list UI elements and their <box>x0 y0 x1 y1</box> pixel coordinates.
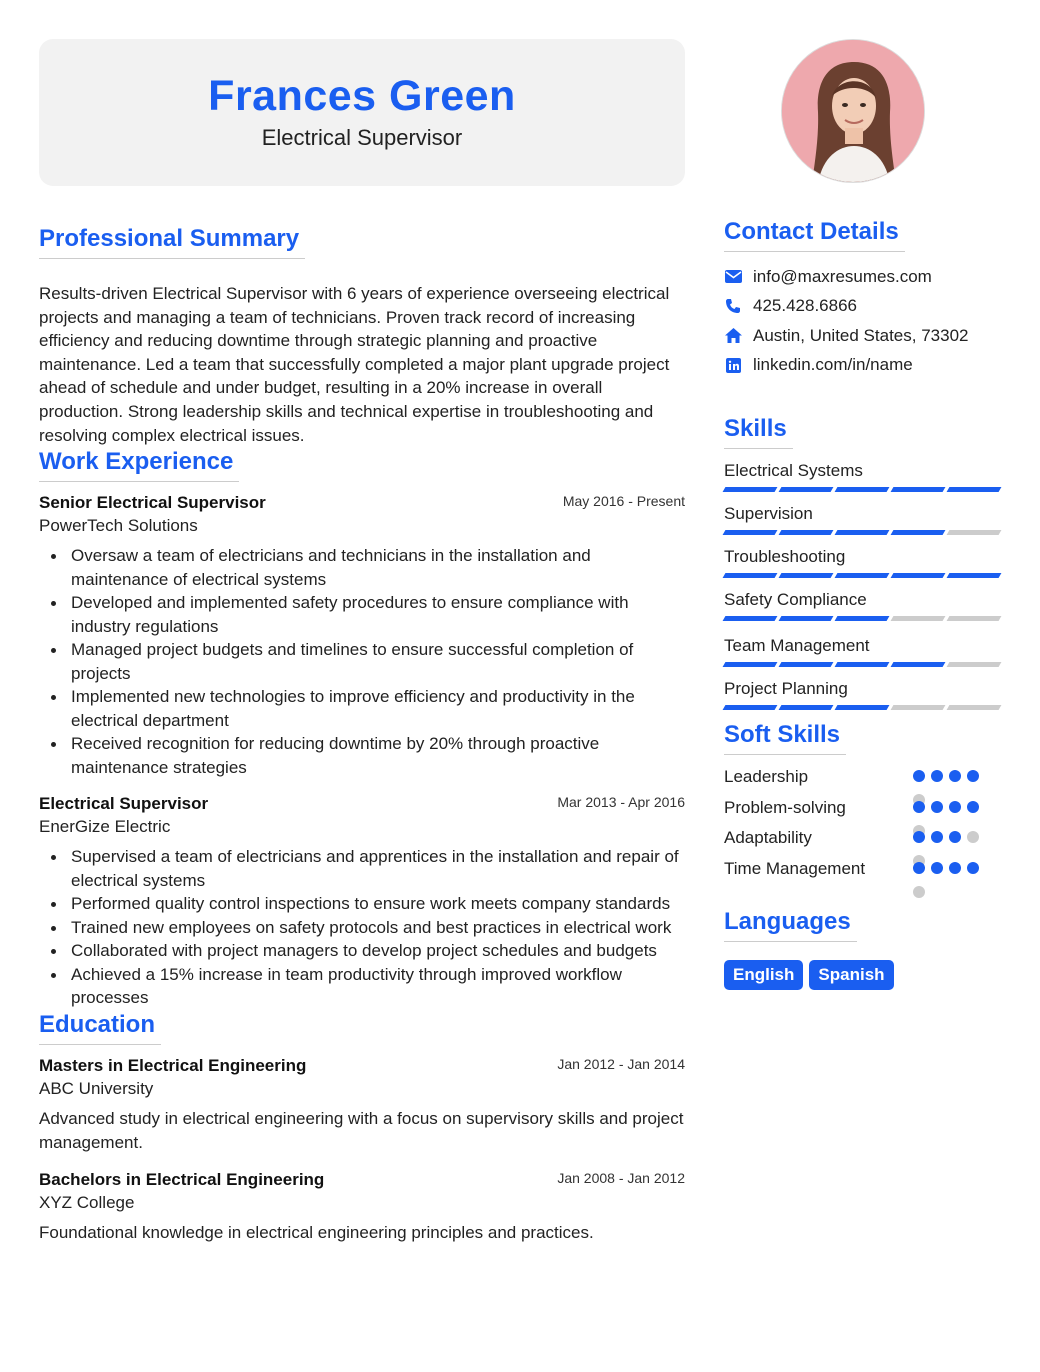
skill-level-segment <box>891 616 946 621</box>
soft-skill-rating-dot <box>967 770 979 782</box>
job-dates: May 2016 - Present <box>562 493 685 510</box>
soft-skill-item <box>724 797 1000 828</box>
skill-level-segment <box>779 705 834 710</box>
skill-level-segment <box>891 530 946 535</box>
job-bullet: Implemented new technologies to improve efficiency and productivity in the electrical department <box>39 685 685 732</box>
skill-level-segment <box>779 573 834 578</box>
skill-level-segment <box>835 616 890 621</box>
skill-label: Safety Compliance <box>724 590 867 609</box>
soft-skill-rating-dot <box>931 801 943 813</box>
skill-level-segment <box>723 530 778 535</box>
soft-skills-list <box>724 766 1000 888</box>
soft-skill-rating-dot <box>913 886 925 898</box>
job-bullet: Supervised a team of electricians and apprentices in the installation and repair of electrical systems <box>39 845 685 892</box>
education-description: Advanced study in electrical engineering with a focus on supervisory skills and project management. <box>39 1108 684 1152</box>
soft-skill-item <box>724 858 1000 889</box>
soft-skill-rating-dot <box>949 831 961 843</box>
skill-level-segment <box>779 662 834 667</box>
skills-list <box>724 460 1000 710</box>
summary-text: Results-driven Electrical Supervisor with 6 years of experience overseeing electrical projects and managing a team of technicians. Proven track record of increasing efficiency and reducing downtime through strategic planning and proactive maintenance. Led a team that successfully completed a major plant upgrade project ahead of schedule and under budget, resulting in a 20% increase in overall production. Strong leadership skills and technical expertise in troubleshooting and resolving complex electrical issues. <box>39 284 670 445</box>
skill-label: Troubleshooting <box>724 547 846 566</box>
soft-skill-rating-dot <box>931 831 943 843</box>
skill-level-segment <box>835 487 890 492</box>
phone-text: 425.428.6866 <box>753 296 857 316</box>
soft-skill-rating-dot <box>913 801 925 813</box>
skill-level-segment <box>947 573 1002 578</box>
language-tag-english: English <box>724 960 803 990</box>
skill-label: Electrical Systems <box>724 461 863 480</box>
job-entry <box>39 492 685 779</box>
skill-level-segment <box>835 662 890 667</box>
skill-label: Project Planning <box>724 679 848 698</box>
skill-level-segment <box>835 530 890 535</box>
job-bullet: Achieved a 15% increase in team productivity through improved workflow processes <box>39 963 685 1010</box>
skill-level-segment <box>835 573 890 578</box>
skill-level-segment <box>779 530 834 535</box>
education-description: Foundational knowledge in electrical engineering principles and practices. <box>39 1222 594 1242</box>
soft-skill-label: Leadership <box>724 767 809 786</box>
profile-photo <box>781 39 925 183</box>
skill-item <box>724 678 1000 710</box>
skill-level-segment <box>723 487 778 492</box>
soft-skill-rating-dot <box>949 770 961 782</box>
education-entry <box>39 1169 685 1245</box>
education-dates: Jan 2012 - Jan 2014 <box>557 1055 685 1072</box>
soft-skill-rating-dot <box>913 862 925 874</box>
skill-level-bar <box>724 573 1000 578</box>
candidate-title: Electrical Supervisor <box>261 125 463 150</box>
contact-section <box>724 218 1000 380</box>
contact-phone[interactable] <box>724 292 1000 322</box>
email-text: info@maxresumes.com <box>753 266 932 286</box>
location-text: Austin, United States, 73302 <box>753 325 969 345</box>
languages-section <box>724 908 1000 990</box>
skill-level-segment <box>779 616 834 621</box>
soft-skill-rating-dot <box>913 831 925 843</box>
skills-heading: Skills <box>724 415 793 449</box>
experience-heading: Work Experience <box>39 448 239 482</box>
envelope-icon <box>724 268 742 286</box>
job-bullet: Oversaw a team of electricians and technicians in the installation and maintenance of electrical systems <box>39 544 685 591</box>
soft-skill-item <box>724 766 1000 797</box>
job-dates: Mar 2013 - Apr 2016 <box>557 794 685 811</box>
summary-heading: Professional Summary <box>39 225 305 259</box>
job-bullet: Trained new employees on safety protocols and best practices in electrical work <box>39 916 685 940</box>
job-bullets <box>39 544 685 779</box>
soft-skill-rating-dot <box>967 862 979 874</box>
job-bullet: Managed project budgets and timelines to ensure successful completion of projects <box>39 638 685 685</box>
skill-level-segment <box>723 705 778 710</box>
job-title: Senior Electrical Supervisor <box>39 493 266 513</box>
skills-section <box>724 415 1000 710</box>
soft-skill-rating-dot <box>913 770 925 782</box>
skill-item <box>724 546 1000 578</box>
skill-item <box>724 503 1000 535</box>
soft-skills-section <box>724 721 1000 888</box>
soft-skill-rating-dot <box>949 862 961 874</box>
skill-level-segment <box>947 705 1002 710</box>
job-bullet: Developed and implemented safety procedures to ensure compliance with industry regulations <box>39 591 685 638</box>
skill-level-segment <box>835 705 890 710</box>
education-entry <box>39 1055 685 1155</box>
job-company: EnerGize Electric <box>39 817 171 837</box>
skill-level-segment <box>947 616 1002 621</box>
skill-item <box>724 589 1000 621</box>
skill-label: Team Management <box>724 636 870 655</box>
language-tags <box>724 960 1000 990</box>
skill-level-bar <box>724 487 1000 492</box>
degree-title: Masters in Electrical Engineering <box>39 1055 307 1075</box>
school-name: ABC University <box>39 1078 154 1098</box>
skill-level-bar <box>724 616 1000 621</box>
skill-level-segment <box>891 573 946 578</box>
job-bullet: Collaborated with project managers to develop project schedules and budgets <box>39 939 685 963</box>
experience-section <box>39 448 685 1010</box>
phone-icon <box>724 297 742 315</box>
skill-item <box>724 635 1000 667</box>
soft-skill-rating-dot <box>967 801 979 813</box>
skill-level-segment <box>723 662 778 667</box>
skill-label: Supervision <box>724 504 813 523</box>
left-column <box>39 39 685 1245</box>
linkedin-icon <box>724 356 742 374</box>
skill-level-segment <box>723 616 778 621</box>
linkedin-text: linkedin.com/in/name <box>753 355 913 375</box>
skill-level-bar <box>724 530 1000 535</box>
education-dates: Jan 2008 - Jan 2012 <box>557 1169 685 1186</box>
job-title: Electrical Supervisor <box>39 794 209 814</box>
soft-skills-heading: Soft Skills <box>724 721 846 755</box>
soft-skill-rating-dot <box>931 770 943 782</box>
soft-skill-label: Problem-solving <box>724 797 846 817</box>
job-company: PowerTech Solutions <box>39 516 198 536</box>
skill-level-segment <box>947 487 1002 492</box>
language-tag-spanish: Spanish <box>809 960 893 990</box>
candidate-name: Frances Green <box>208 72 516 120</box>
soft-skill-rating-dot <box>931 862 943 874</box>
education-section <box>39 1011 685 1245</box>
contact-location <box>724 321 1000 351</box>
skill-level-bar <box>724 662 1000 667</box>
home-icon <box>724 327 742 345</box>
soft-skill-rating-dot <box>949 801 961 813</box>
skill-item <box>724 460 1000 492</box>
skill-level-segment <box>947 530 1002 535</box>
languages-heading: Languages <box>724 908 857 942</box>
summary-section <box>39 225 685 447</box>
soft-skill-item <box>724 827 1000 858</box>
skill-level-segment <box>723 573 778 578</box>
skill-level-segment <box>891 662 946 667</box>
contact-heading: Contact Details <box>724 218 905 252</box>
contact-email[interactable] <box>724 262 1000 292</box>
contact-linkedin[interactable] <box>724 351 1000 381</box>
skill-level-segment <box>891 487 946 492</box>
skill-level-bar <box>724 705 1000 710</box>
job-bullet: Received recognition for reducing downtime by 20% through proactive maintenance strategies <box>39 732 685 779</box>
education-heading: Education <box>39 1011 161 1045</box>
degree-title: Bachelors in Electrical Engineering <box>39 1169 325 1189</box>
soft-skill-label: Time Management <box>724 858 866 878</box>
skill-level-segment <box>947 662 1002 667</box>
skill-level-segment <box>779 487 834 492</box>
skill-level-segment <box>891 705 946 710</box>
job-bullet: Performed quality control inspections to ensure work meets company standards <box>39 892 685 916</box>
job-bullets <box>39 845 685 1010</box>
school-name: XYZ College <box>39 1192 135 1212</box>
soft-skill-rating-dot <box>967 831 979 843</box>
job-entry <box>39 793 685 1010</box>
right-column <box>724 39 1000 990</box>
header-box <box>39 39 685 186</box>
soft-skill-label: Adaptability <box>724 828 812 847</box>
